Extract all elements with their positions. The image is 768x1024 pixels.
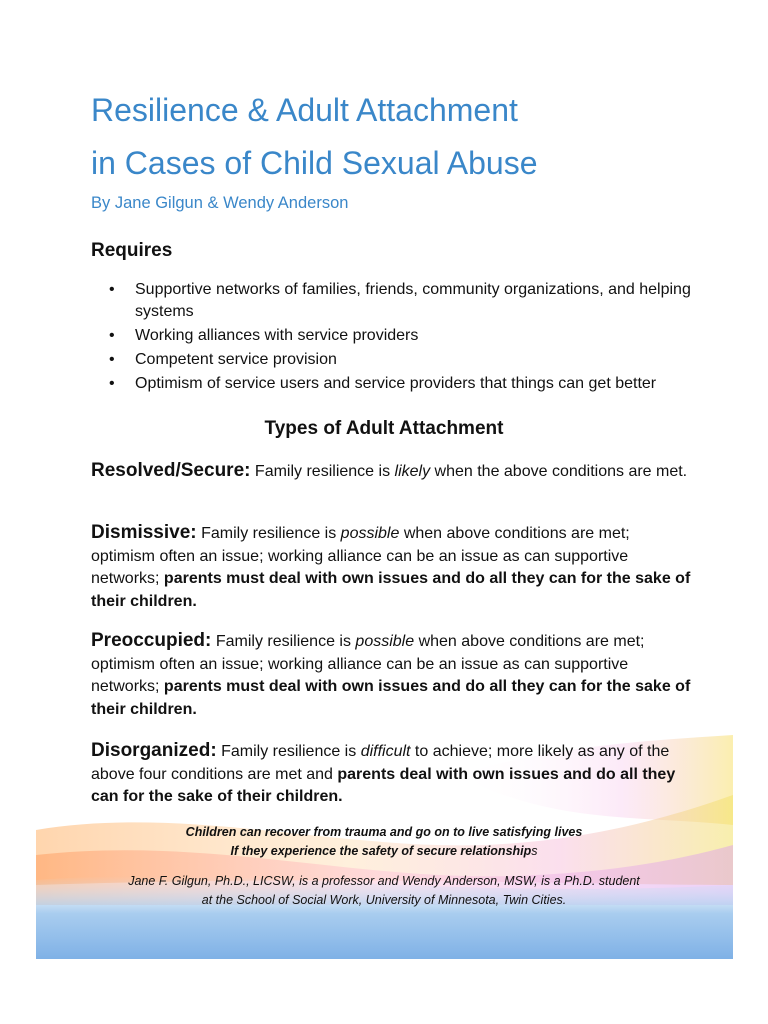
list-item: • Supportive networks of families, friends, community organizations, and helping systems: [109, 281, 691, 320]
author-credits: [0, 872, 768, 910]
attachment-type-preoccupied: Preoccupied: Family resilience is possible when above conditions are met; optimism often an issue; working alliance can be an issue as can supportive networks; parents must deal with own issues and do all they can for the sake of their children.: [91, 630, 691, 718]
requires-heading: Requires: [91, 240, 173, 261]
types-heading: Types of Adult Attachment: [264, 418, 504, 439]
bullet-icon: •: [109, 281, 115, 298]
closing-quote: [0, 823, 768, 861]
quote-line-1: Children can recover from trauma and go on to live satisfying lives: [185, 825, 583, 839]
title-line-1: Resilience & Adult Attachment: [91, 92, 518, 128]
document-title: [91, 84, 731, 190]
requires-list: [91, 279, 691, 397]
attachment-type-disorganized: Disorganized: Family resilience is difficult to achieve; more likely as any of the above four conditions are met and parents deal with own issues and do all they can for the sake of their children.: [91, 740, 676, 805]
attachment-term: Resolved/Secure: [91, 460, 245, 481]
title-line-2: in Cases of Child Sexual Abuse: [91, 145, 538, 181]
attachment-term: Preoccupied: [91, 630, 206, 651]
bullet-icon: •: [109, 327, 115, 344]
list-item: • Working alliances with service providers: [91, 325, 691, 347]
attachment-type-resolved: Resolved/Secure: Family resilience is likely when the above conditions are met.: [91, 460, 688, 481]
credits-line-2: at the School of Social Work, University of Minnesota, Twin Cities.: [201, 893, 567, 907]
quote-line-2: If they experience the safety of secure relationships: [230, 844, 538, 858]
credits-line-1: Jane F. Gilgun, Ph.D., LICSW, is a professor and Wendy Anderson, MSW, is a Ph.D. student: [128, 874, 640, 888]
list-item: • Optimism of service users and service providers that things can get better: [91, 373, 691, 395]
bullet-icon: •: [109, 351, 115, 368]
attachment-term: Dismissive: [91, 522, 191, 543]
byline: By Jane Gilgun & Wendy Anderson: [91, 194, 349, 212]
list-item: • Competent service provision: [91, 349, 691, 371]
bullet-icon: •: [109, 375, 115, 392]
attachment-term: Disorganized: [91, 740, 211, 761]
attachment-type-dismissive: Dismissive: Family resilience is possible when above conditions are met; optimism often an issue; working alliance can be an issue as can supportive networks; parents must deal with own issues and do all they can for the sake of their children.: [91, 522, 691, 610]
